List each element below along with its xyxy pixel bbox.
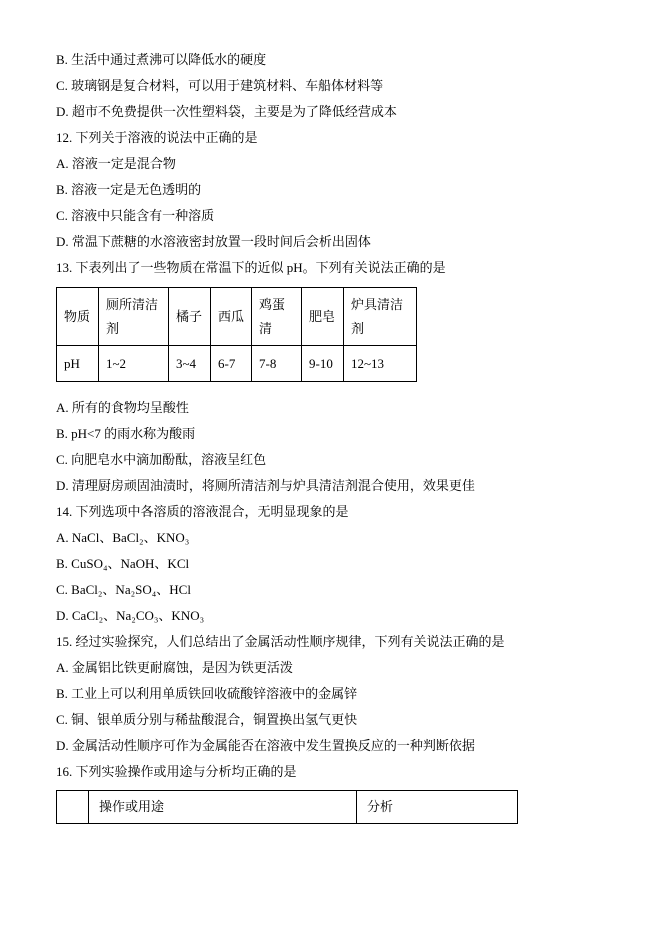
q11-option-c: C. 玻璃钢是复合材料，可以用于建筑材料、车船体材料等	[56, 78, 384, 93]
q12-option-d: D. 常温下蔗糖的水溶液密封放置一段时间后会析出固体	[56, 234, 371, 249]
operation-table-empty-cell	[57, 791, 89, 824]
q14-option-c: C. BaCl₂、Na₂SO₄、HCl	[56, 582, 191, 597]
ph-table-cell-soap: 肥皂	[302, 288, 344, 346]
ph-table-cell-ph-toilet-cleaner: 1~2	[99, 346, 169, 382]
ph-table-cell-watermelon: 西瓜	[211, 288, 252, 346]
q13-option-d: D. 清理厨房顽固油渍时，将厕所清洁剂与炉具清洁剂混合使用，效果更佳	[56, 478, 475, 493]
q12-option-b: B. 溶液一定是无色透明的	[56, 182, 202, 197]
q14-stem: 14. 下列选项中各溶质的溶液混合，无明显现象的是	[56, 504, 349, 519]
q11-option-b: B. 生活中通过煮沸可以降低水的硬度	[56, 52, 267, 67]
ph-table-cell-ph-orange: 3~4	[169, 346, 211, 382]
q13-option-a: A. 所有的食物均呈酸性	[56, 400, 189, 415]
q14-option-b: B. CuSO₄、NaOH、KCl	[56, 556, 190, 571]
operation-table-header-operation: 操作或用途	[89, 791, 357, 824]
q12-stem: 12. 下列关于溶液的说法中正确的是	[56, 130, 258, 145]
q15-option-b: B. 工业上可以利用单质铁回收硫酸锌溶液中的金属锌	[56, 686, 358, 701]
ph-table-cell-substance-label: 物质	[57, 288, 99, 346]
operation-analysis-header-row	[57, 791, 518, 824]
q15-stem: 15. 经过实验探究，人们总结出了金属活动性顺序规律，下列有关说法正确的是	[56, 634, 505, 649]
q13-option-c: C. 向肥皂水中滴加酚酞，溶液呈红色	[56, 452, 267, 467]
q12-option-c: C. 溶液中只能含有一种溶质	[56, 208, 215, 223]
ph-table-ph-row	[57, 346, 417, 382]
ph-table-cell-orange: 橘子	[169, 288, 211, 346]
q14-option-a: A. NaCl、BaCl₂、KNO₃	[56, 530, 190, 545]
ph-table-cell-ph-watermelon: 6-7	[211, 346, 252, 382]
q12-option-a: A. 溶液一定是混合物	[56, 156, 176, 171]
q13-option-b: B. pH<7 的雨水称为酸雨	[56, 426, 196, 441]
operation-analysis-table	[56, 790, 518, 824]
ph-table-cell-oven-cleaner: 炉具清洁剂	[344, 288, 417, 346]
ph-table	[56, 287, 417, 382]
ph-table-cell-toilet-cleaner: 厕所清洁剂	[99, 288, 169, 346]
ph-table-cell-ph-oven-cleaner: 12~13	[344, 346, 417, 382]
ph-table-cell-ph-soap: 9-10	[302, 346, 344, 382]
q15-option-d: D. 金属活动性顺序可作为金属能否在溶液中发生置换反应的一种判断依据	[56, 738, 475, 753]
q14-option-d: D. CaCl₂、Na₂CO₃、KNO₃	[56, 608, 205, 623]
q16-stem: 16. 下列实验操作或用途与分析均正确的是	[56, 764, 297, 779]
ph-table-cell-egg-white: 鸡蛋清	[252, 288, 302, 346]
q15-option-a: A. 金属铝比铁更耐腐蚀，是因为铁更活泼	[56, 660, 293, 675]
q15-option-c: C. 铜、银单质分别与稀盐酸混合，铜置换出氢气更快	[56, 712, 358, 727]
operation-table-header-analysis: 分析	[357, 791, 518, 824]
q11-option-d: D. 超市不免费提供一次性塑料袋，主要是为了降低经营成本	[56, 104, 397, 119]
q13-stem: 13. 下表列出了一些物质在常温下的近似 pH。下列有关说法正确的是	[56, 260, 446, 275]
ph-table-cell-ph-label: pH	[57, 346, 99, 382]
ph-table-substance-row	[57, 288, 417, 346]
ph-table-cell-ph-egg-white: 7-8	[252, 346, 302, 382]
